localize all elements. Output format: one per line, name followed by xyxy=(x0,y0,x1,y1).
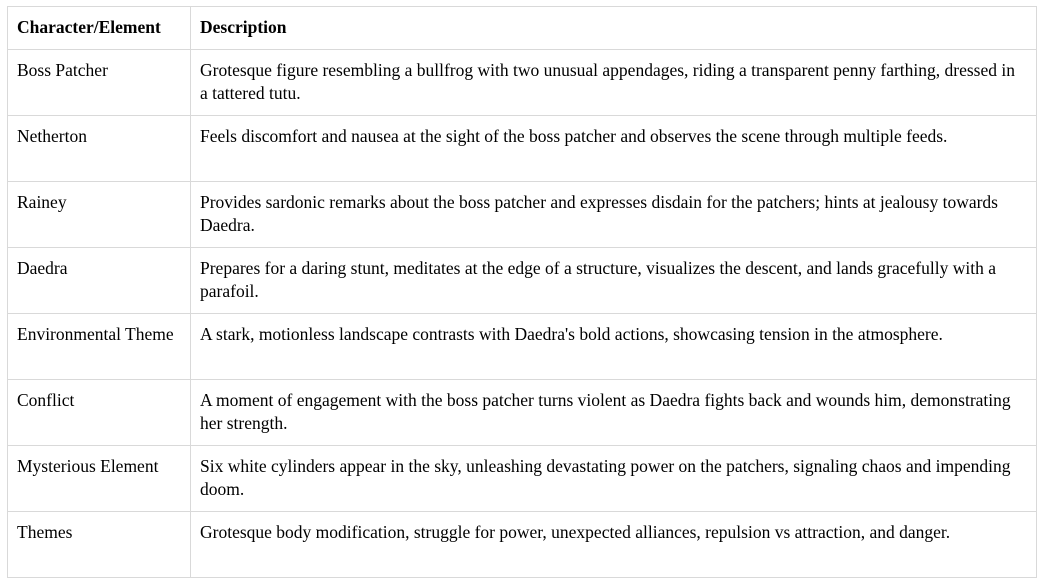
table-row xyxy=(8,446,1037,512)
header-character-element: Character/Element xyxy=(8,7,191,50)
element-name-cell: Mysterious Element xyxy=(8,446,191,512)
element-name-cell: Environmental Theme xyxy=(8,314,191,380)
table-row xyxy=(8,116,1037,182)
description-cell: Six white cylinders appear in the sky, unleashing devastating power on the patchers, signaling chaos and impending doom. xyxy=(191,446,1037,512)
description-cell: Prepares for a daring stunt, meditates at the edge of a structure, visualizes the descent, and lands gracefully with a parafoil. xyxy=(191,248,1037,314)
table-row xyxy=(8,182,1037,248)
element-name-cell: Netherton xyxy=(8,116,191,182)
table-row xyxy=(8,380,1037,446)
description-cell: Grotesque body modification, struggle for power, unexpected alliances, repulsion vs attraction, and danger. xyxy=(191,512,1037,578)
table-row xyxy=(8,314,1037,380)
table-row xyxy=(8,50,1037,116)
description-cell: A stark, motionless landscape contrasts with Daedra's bold actions, showcasing tension in the atmosphere. xyxy=(191,314,1037,380)
character-table xyxy=(7,6,1037,578)
header-description: Description xyxy=(191,7,1037,50)
description-cell: A moment of engagement with the boss patcher turns violent as Daedra fights back and wounds him, demonstrating her strength. xyxy=(191,380,1037,446)
table-row xyxy=(8,248,1037,314)
element-name-cell: Daedra xyxy=(8,248,191,314)
table-row xyxy=(8,512,1037,578)
description-cell: Grotesque figure resembling a bullfrog with two unusual appendages, riding a transparent penny farthing, dressed in a tattered tutu. xyxy=(191,50,1037,116)
description-cell: Feels discomfort and nausea at the sight of the boss patcher and observes the scene through multiple feeds. xyxy=(191,116,1037,182)
element-name-cell: Boss Patcher xyxy=(8,50,191,116)
element-name-cell: Rainey xyxy=(8,182,191,248)
table-header-row xyxy=(8,7,1037,50)
element-name-cell: Conflict xyxy=(8,380,191,446)
description-cell: Provides sardonic remarks about the boss patcher and expresses disdain for the patchers; hints at jealousy towards Daedra. xyxy=(191,182,1037,248)
element-name-cell: Themes xyxy=(8,512,191,578)
